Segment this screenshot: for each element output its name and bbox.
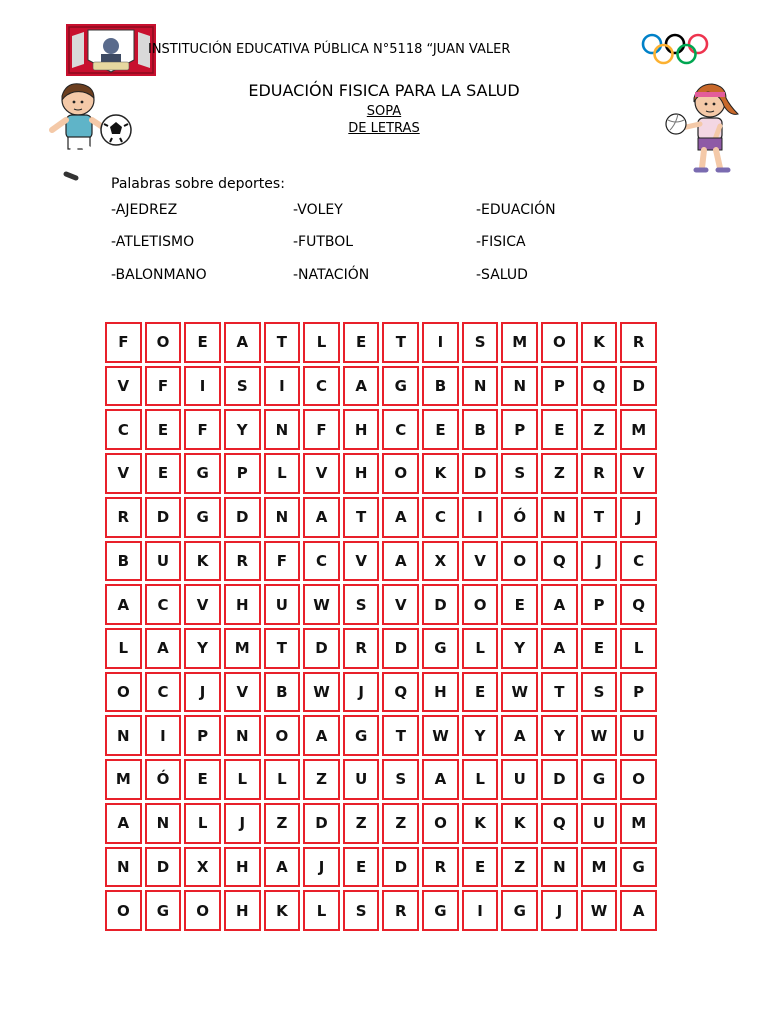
grid-cell: L [264, 453, 301, 494]
grid-cell: O [105, 672, 142, 713]
page-title: EDUACIÓN FISICA PARA LA SALUD [248, 81, 520, 100]
grid-cell: V [224, 672, 261, 713]
word-list-item: -FISICA [476, 234, 526, 250]
grid-cell: K [501, 803, 538, 844]
grid-cell: Q [620, 584, 657, 625]
grid-cell: A [343, 366, 380, 407]
grid-cell: M [581, 847, 618, 888]
grid-cell: J [184, 672, 221, 713]
grid-cell: E [145, 453, 182, 494]
grid-cell: I [462, 890, 499, 931]
subtitle-line-2: DE LETRAS [348, 121, 420, 136]
grid-cell: Z [382, 803, 419, 844]
grid-cell: J [343, 672, 380, 713]
grid-cell: L [184, 803, 221, 844]
grid-cell: N [264, 409, 301, 450]
grid-cell: C [105, 409, 142, 450]
grid-cell: K [581, 322, 618, 363]
grid-cell: K [184, 541, 221, 582]
grid-cell: E [343, 847, 380, 888]
grid-cell: Z [264, 803, 301, 844]
grid-cell: L [105, 628, 142, 669]
grid-cell: Q [541, 803, 578, 844]
grid-cell: H [224, 847, 261, 888]
word-list-item: -SALUD [476, 267, 528, 283]
grid-cell: W [501, 672, 538, 713]
grid-cell: E [184, 322, 221, 363]
grid-cell: Y [501, 628, 538, 669]
grid-cell: P [620, 672, 657, 713]
grid-cell: U [581, 803, 618, 844]
grid-cell: B [105, 541, 142, 582]
grid-cell: M [224, 628, 261, 669]
grid-cell: R [581, 453, 618, 494]
grid-cell: D [422, 584, 459, 625]
grid-cell: L [303, 890, 340, 931]
grid-cell: J [541, 890, 578, 931]
grid-cell: C [303, 366, 340, 407]
grid-cell: O [382, 453, 419, 494]
grid-cell: G [422, 890, 459, 931]
grid-cell: Y [462, 715, 499, 756]
word-search-grid [103, 320, 659, 933]
grid-cell: G [620, 847, 657, 888]
grid-cell: X [184, 847, 221, 888]
grid-cell: S [501, 453, 538, 494]
grid-cell: N [105, 715, 142, 756]
grid-cell: R [422, 847, 459, 888]
grid-cell: L [462, 759, 499, 800]
grid-cell: M [620, 409, 657, 450]
grid-cell: T [382, 715, 419, 756]
grid-cell: G [382, 366, 419, 407]
grid-cell: O [422, 803, 459, 844]
grid-cell: V [105, 453, 142, 494]
grid-cell: H [224, 584, 261, 625]
grid-cell: R [343, 628, 380, 669]
grid-cell: B [264, 672, 301, 713]
grid-cell: C [620, 541, 657, 582]
grid-cell: G [422, 628, 459, 669]
grid-cell: E [462, 847, 499, 888]
grid-cell: V [184, 584, 221, 625]
grid-cell: K [264, 890, 301, 931]
grid-cell: Ó [145, 759, 182, 800]
grid-cell: S [382, 759, 419, 800]
grid-cell: A [105, 803, 142, 844]
grid-cell: D [382, 847, 419, 888]
grid-cell: T [343, 497, 380, 538]
grid-cell: R [105, 497, 142, 538]
grid-cell: T [264, 322, 301, 363]
grid-cell: D [224, 497, 261, 538]
grid-cell: O [541, 322, 578, 363]
grid-cell: E [184, 759, 221, 800]
grid-cell: O [462, 584, 499, 625]
grid-cell: A [303, 497, 340, 538]
grid-cell: P [581, 584, 618, 625]
grid-cell: Q [581, 366, 618, 407]
grid-cell: J [620, 497, 657, 538]
grid-cell: H [224, 890, 261, 931]
grid-cell: M [620, 803, 657, 844]
grid-cell: B [462, 409, 499, 450]
grid-cell: P [184, 715, 221, 756]
grid-cell: U [264, 584, 301, 625]
grid-cell: Q [541, 541, 578, 582]
grid-cell: Ó [501, 497, 538, 538]
grid-cell: G [184, 497, 221, 538]
word-list-item: -EDUACIÓN [476, 202, 556, 218]
grid-cell: A [422, 759, 459, 800]
grid-cell: R [382, 890, 419, 931]
grid-cell: B [422, 366, 459, 407]
word-list-item: -NATACIÓN [293, 267, 370, 283]
grid-cell: O [184, 890, 221, 931]
grid-cell: A [541, 584, 578, 625]
grid-cell: A [303, 715, 340, 756]
grid-cell: W [422, 715, 459, 756]
grid-cell: T [541, 672, 578, 713]
grid-cell: V [620, 453, 657, 494]
grid-cell: A [382, 541, 419, 582]
grid-cell: G [501, 890, 538, 931]
grid-cell: I [145, 715, 182, 756]
grid-cell: A [145, 628, 182, 669]
grid-cell: E [422, 409, 459, 450]
grid-cell: W [303, 584, 340, 625]
grid-cell: G [184, 453, 221, 494]
grid-cell: D [303, 803, 340, 844]
grid-cell: N [105, 847, 142, 888]
grid-cell: T [382, 322, 419, 363]
grid-cell: I [184, 366, 221, 407]
grid-cell: D [462, 453, 499, 494]
word-list-item: -FUTBOL [293, 234, 354, 250]
grid-cell: Y [184, 628, 221, 669]
grid-cell: H [343, 409, 380, 450]
grid-cell: E [462, 672, 499, 713]
grid-cell: M [105, 759, 142, 800]
grid-cell: Z [343, 803, 380, 844]
grid-cell: D [303, 628, 340, 669]
grid-cell: A [105, 584, 142, 625]
grid-cell: I [462, 497, 499, 538]
grid-cell: P [541, 366, 578, 407]
grid-cell: I [264, 366, 301, 407]
grid-cell: O [264, 715, 301, 756]
grid-cell: W [581, 890, 618, 931]
grid-cell: D [541, 759, 578, 800]
grid-cell: X [422, 541, 459, 582]
grid-cell: S [343, 584, 380, 625]
grid-cell: O [105, 890, 142, 931]
grid-cell: N [462, 366, 499, 407]
grid-cell: L [264, 759, 301, 800]
grid-cell: H [343, 453, 380, 494]
grid-cell: E [343, 322, 380, 363]
grid-cell: N [264, 497, 301, 538]
grid-cell: A [501, 715, 538, 756]
grid-cell: K [422, 453, 459, 494]
grid-cell: C [422, 497, 459, 538]
school-name: INSTITUCIÓN EDUCATIVA PÚBLICA N°5118 “JUAN VALER [148, 42, 511, 57]
grid-cell: L [462, 628, 499, 669]
grid-cell: A [620, 890, 657, 931]
grid-cell: W [581, 715, 618, 756]
grid-cell: U [145, 541, 182, 582]
subtitle-line-1: SOPA [366, 104, 402, 119]
grid-cell: U [343, 759, 380, 800]
grid-cell: N [501, 366, 538, 407]
grid-cell: I [422, 322, 459, 363]
grid-cell: V [462, 541, 499, 582]
grid-cell: N [145, 803, 182, 844]
grid-cell: N [541, 847, 578, 888]
grid-cell: A [382, 497, 419, 538]
grid-cell: G [343, 715, 380, 756]
grid-cell: R [620, 322, 657, 363]
instructions-text: Palabras sobre deportes: [111, 176, 285, 192]
grid-cell: Y [224, 409, 261, 450]
grid-cell: O [501, 541, 538, 582]
grid-cell: N [224, 715, 261, 756]
grid-cell: S [462, 322, 499, 363]
word-list-item: -BALONMANO [111, 267, 207, 283]
grid-cell: F [184, 409, 221, 450]
grid-cell: F [264, 541, 301, 582]
grid-cell: Q [382, 672, 419, 713]
grid-cell: T [264, 628, 301, 669]
grid-cell: D [382, 628, 419, 669]
grid-cell: V [105, 366, 142, 407]
grid-cell: F [145, 366, 182, 407]
grid-cell: A [264, 847, 301, 888]
grid-cell: D [145, 497, 182, 538]
grid-cell: C [382, 409, 419, 450]
grid-cell: F [303, 409, 340, 450]
olympic-rings-icon [640, 30, 710, 70]
grid-cell: Z [303, 759, 340, 800]
grid-cell: G [145, 890, 182, 931]
grid-cell: L [620, 628, 657, 669]
grid-cell: E [501, 584, 538, 625]
grid-cell: J [581, 541, 618, 582]
grid-cell: U [620, 715, 657, 756]
grid-cell: C [145, 672, 182, 713]
word-list-item: -AJEDREZ [111, 202, 178, 218]
grid-cell: S [581, 672, 618, 713]
grid-cell: E [145, 409, 182, 450]
grid-cell: V [303, 453, 340, 494]
grid-cell: C [145, 584, 182, 625]
grid-cell: U [501, 759, 538, 800]
grid-cell: A [224, 322, 261, 363]
grid-cell: Z [541, 453, 578, 494]
grid-cell: O [145, 322, 182, 363]
grid-cell: P [224, 453, 261, 494]
grid-cell: D [620, 366, 657, 407]
grid-cell: L [224, 759, 261, 800]
grid-cell: S [224, 366, 261, 407]
grid-cell: H [422, 672, 459, 713]
school-crest-icon [66, 24, 156, 76]
grid-cell: O [620, 759, 657, 800]
grid-cell: C [303, 541, 340, 582]
grid-cell: R [224, 541, 261, 582]
grid-cell: F [105, 322, 142, 363]
word-list-item: -ATLETISMO [111, 234, 195, 250]
grid-cell: G [581, 759, 618, 800]
grid-cell: J [224, 803, 261, 844]
grid-cell: A [541, 628, 578, 669]
word-list-item: -VOLEY [293, 202, 343, 218]
grid-cell: T [581, 497, 618, 538]
grid-cell: K [462, 803, 499, 844]
grid-cell: V [343, 541, 380, 582]
grid-cell: J [303, 847, 340, 888]
grid-cell: Z [501, 847, 538, 888]
grid-cell: E [541, 409, 578, 450]
grid-cell: L [303, 322, 340, 363]
grid-cell: N [541, 497, 578, 538]
grid-cell: Y [541, 715, 578, 756]
grid-cell: E [581, 628, 618, 669]
grid-cell: V [382, 584, 419, 625]
grid-cell: Z [581, 409, 618, 450]
grid-cell: P [501, 409, 538, 450]
grid-cell: S [343, 890, 380, 931]
grid-cell: M [501, 322, 538, 363]
grid-cell: W [303, 672, 340, 713]
grid-cell: D [145, 847, 182, 888]
